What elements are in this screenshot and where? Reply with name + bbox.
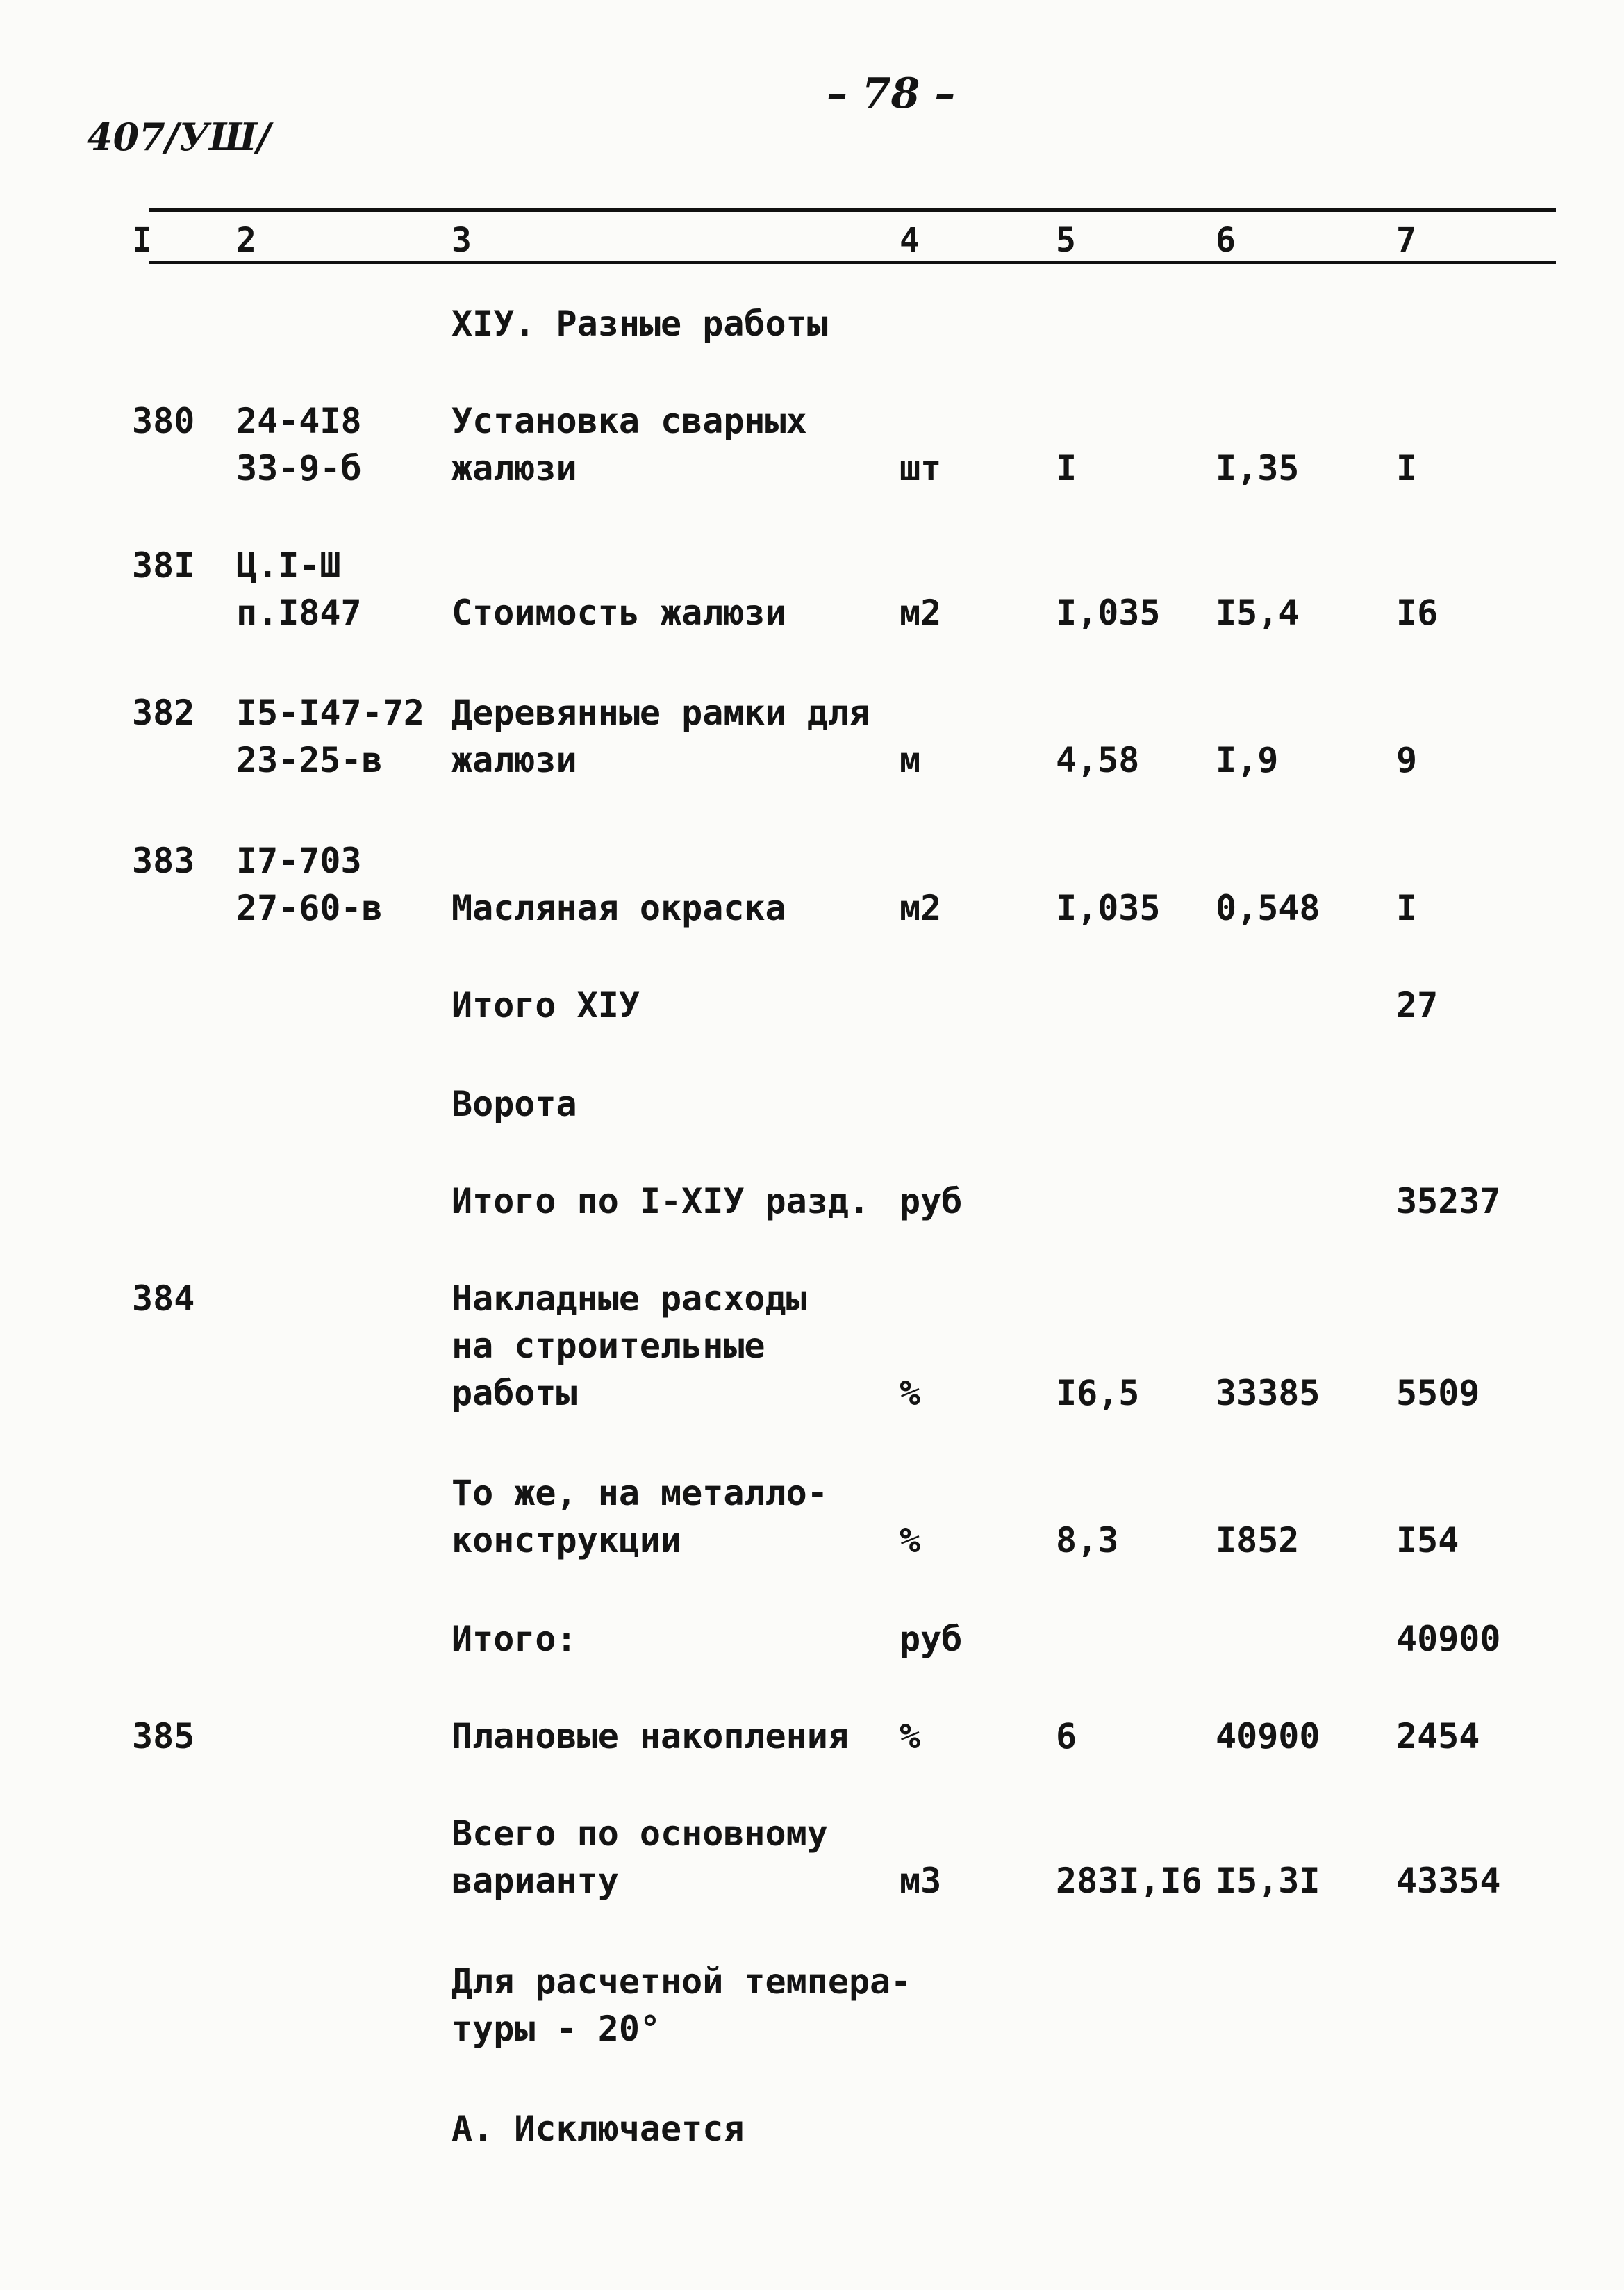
row-number: 384 — [132, 1278, 195, 1319]
page-number: – 78 – — [827, 69, 956, 118]
row-price: I,35 — [1216, 448, 1300, 488]
column-header-4: 4 — [900, 221, 920, 260]
row-number: 382 — [132, 693, 195, 733]
row-quantity: I — [1056, 448, 1077, 488]
row-number: 383 — [132, 841, 195, 881]
row-unit: % — [900, 1520, 921, 1560]
row-name: Итого XIУ — [451, 985, 640, 1025]
row-unit: м3 — [900, 1861, 942, 1901]
column-header-1: I — [132, 221, 152, 260]
column-header-6: 6 — [1216, 221, 1236, 260]
row-total: 2454 — [1396, 1716, 1480, 1756]
row-total: I — [1396, 888, 1418, 928]
row-name: Плановые накопления — [451, 1716, 849, 1756]
row-name: Итого по I-XIУ разд. — [451, 1181, 870, 1221]
row-name: Итого: — [451, 1619, 577, 1659]
row-name: Масляная окраска — [451, 888, 786, 928]
row-code: I7-703 27-60-в — [236, 841, 383, 928]
row-price: 33385 — [1216, 1373, 1320, 1413]
row-name: А. Исключается — [451, 2109, 745, 2149]
row-total: 35237 — [1396, 1181, 1501, 1221]
row-name: Для расчетной темпера- туры - 20° — [451, 1961, 912, 2049]
row-total: 40900 — [1396, 1619, 1501, 1659]
row-unit: м2 — [900, 593, 942, 633]
row-unit: м — [900, 740, 921, 780]
row-unit: % — [900, 1716, 921, 1756]
row-number: 385 — [132, 1716, 195, 1756]
row-name: То же, на металло- конструкции — [451, 1473, 828, 1560]
row-price: 0,548 — [1216, 888, 1320, 928]
row-quantity: 4,58 — [1056, 740, 1140, 780]
row-code: I5-I47-72 23-25-в — [236, 693, 424, 780]
row-total: 5509 — [1396, 1373, 1480, 1413]
row-price: I5,4 — [1216, 593, 1300, 633]
row-name: Стоимость жалюзи — [451, 593, 786, 633]
row-unit: м2 — [900, 888, 942, 928]
column-header-5: 5 — [1056, 221, 1076, 260]
row-quantity: 283I,I6 — [1056, 1861, 1202, 1901]
row-name: Всего по основному варианту — [451, 1813, 828, 1901]
row-total: 27 — [1396, 985, 1439, 1025]
column-header-3: 3 — [451, 221, 472, 260]
row-name: Деревянные рамки для жалюзи — [451, 693, 870, 780]
row-unit: руб — [900, 1619, 963, 1659]
row-quantity: I6,5 — [1056, 1373, 1140, 1413]
row-quantity: 6 — [1056, 1716, 1077, 1756]
column-header-2: 2 — [236, 221, 256, 260]
row-total: 43354 — [1396, 1861, 1501, 1901]
row-code: 24-4I8 33-9-б — [236, 401, 362, 488]
row-total: I — [1396, 448, 1418, 488]
row-name: Установка сварных жалюзи — [451, 401, 807, 488]
row-code: Ц.I-Ш п.I847 — [236, 545, 362, 633]
row-unit: шт — [900, 448, 942, 488]
row-total: 9 — [1396, 740, 1418, 780]
row-price: I5,3I — [1216, 1861, 1320, 1901]
row-price: I852 — [1216, 1520, 1300, 1560]
row-number: 38I — [132, 545, 195, 586]
row-quantity: 8,3 — [1056, 1520, 1119, 1560]
row-total: I54 — [1396, 1520, 1459, 1560]
row-unit: руб — [900, 1181, 963, 1221]
table-top-rule — [149, 208, 1556, 212]
row-price: I,9 — [1216, 740, 1279, 780]
row-unit: % — [900, 1373, 921, 1413]
row-name: Ворота — [451, 1084, 577, 1124]
column-header-7: 7 — [1396, 221, 1416, 260]
table-header-rule — [149, 261, 1556, 264]
row-quantity: I,035 — [1056, 593, 1161, 633]
corner-note: 407/УШ/ — [87, 115, 271, 159]
row-quantity: I,035 — [1056, 888, 1161, 928]
row-name: Накладные расходы на строительные работы — [451, 1278, 807, 1413]
row-total: I6 — [1396, 593, 1439, 633]
section-title: XIУ. Разные работы — [451, 304, 828, 344]
row-price: 40900 — [1216, 1716, 1320, 1756]
row-number: 380 — [132, 401, 195, 441]
